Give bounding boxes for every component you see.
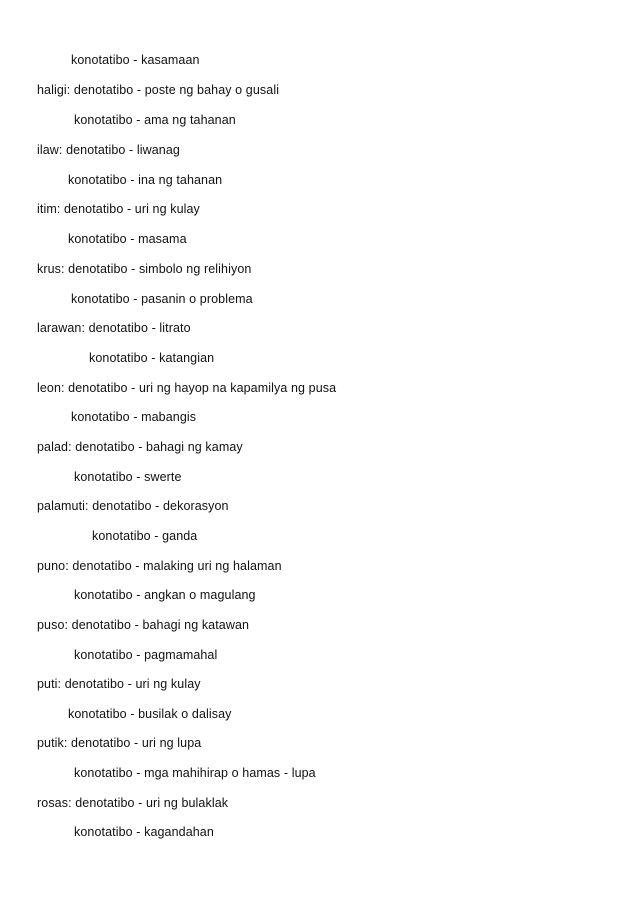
text-line: rosas: denotatibo - uri ng bulaklak bbox=[37, 796, 229, 810]
text-line: konotatibo - kasamaan bbox=[71, 53, 200, 67]
text-line: konotatibo - swerte bbox=[74, 470, 182, 484]
text-line: konotatibo - masama bbox=[68, 232, 187, 246]
text-line: konotatibo - mabangis bbox=[71, 410, 197, 424]
text-line: larawan: denotatibo - litrato bbox=[37, 321, 191, 335]
text-line: puso: denotatibo - bahagi ng katawan bbox=[37, 618, 250, 632]
text-line: krus: denotatibo - simbolo ng relihiyon bbox=[37, 262, 252, 276]
text-line: konotatibo - ama ng tahanan bbox=[74, 113, 236, 127]
text-line: palad: denotatibo - bahagi ng kamay bbox=[37, 440, 243, 454]
text-line: puti: denotatibo - uri ng kulay bbox=[37, 677, 201, 691]
text-line: konotatibo - angkan o magulang bbox=[74, 588, 256, 602]
text-line: konotatibo - busilak o dalisay bbox=[68, 707, 232, 721]
text-line: konotatibo - ina ng tahanan bbox=[68, 173, 223, 187]
text-line: itim: denotatibo - uri ng kulay bbox=[37, 202, 200, 216]
text-line: putik: denotatibo - uri ng lupa bbox=[37, 736, 202, 750]
text-line: konotatibo - katangian bbox=[89, 351, 215, 365]
text-line: palamuti: denotatibo - dekorasyon bbox=[37, 499, 229, 513]
text-line: konotatibo - mga mahihirap o hamas - lupa bbox=[74, 766, 316, 780]
text-line: haligi: denotatibo - poste ng bahay o gusali bbox=[37, 83, 280, 97]
text-line: konotatibo - ganda bbox=[92, 529, 198, 543]
text-line: ilaw: denotatibo - liwanag bbox=[37, 143, 180, 157]
text-line: konotatibo - pagmamahal bbox=[74, 648, 218, 662]
text-line: konotatibo - pasanin o problema bbox=[71, 292, 253, 306]
text-line: leon: denotatibo - uri ng hayop na kapamilya ng pusa bbox=[37, 381, 337, 395]
text-line: puno: denotatibo - malaking uri ng halaman bbox=[37, 559, 282, 573]
text-line: konotatibo - kagandahan bbox=[74, 825, 214, 839]
